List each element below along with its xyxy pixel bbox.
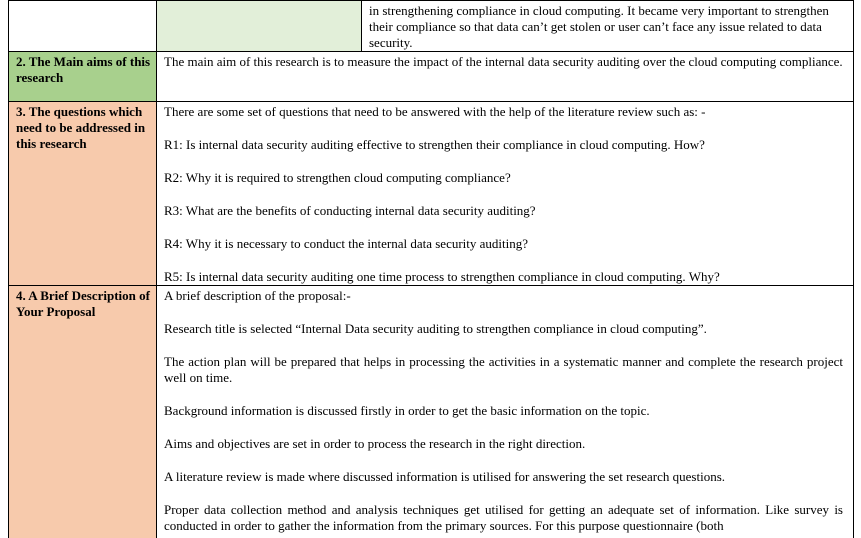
description-literature: A literature review is made where discussed information is utilised for answering the set research questions. — [164, 469, 726, 484]
main-aims-text: The main aim of this research is to measure the impact of the internal data security auditing over the cloud computing compliance. — [164, 54, 843, 69]
questions-label-cell — [8, 101, 157, 286]
description-action-plan: The action plan will be prepared that helps in processing the activities in a systematic manner and complete the research project well on time. — [164, 354, 843, 385]
description-title: Research title is selected “Internal Data security auditing to strengthen compliance in cloud computing”. — [164, 321, 707, 336]
description-intro: A brief description of the proposal:- — [164, 288, 351, 303]
description-content-cell — [156, 285, 854, 538]
description-background: Background information is discussed firstly in order to get the basic information on the topic. — [164, 403, 650, 418]
questions-content-cell — [156, 101, 854, 286]
main-aims-label-cell — [8, 51, 157, 102]
description-aims: Aims and objectives are set in order to process the research in the right direction. — [164, 436, 586, 451]
description-data-collection: Proper data collection method and analysis techniques get utilised for getting an adequate set of information. Like survey is conducted in order to gather the information from the primary sources. For this purpose questionnaire (both — [164, 502, 843, 533]
question-r5: R5: Is internal data security auditing one time process to strengthen compliance in cloud computing. Why? — [164, 269, 720, 284]
top-row-content-cell — [361, 0, 854, 52]
question-r1: R1: Is internal data security auditing effective to strengthen their compliance in cloud computing. How? — [164, 137, 705, 152]
question-r4: R4: Why it is necessary to conduct the internal data security auditing? — [164, 236, 529, 251]
top-row-text: in strengthening compliance in cloud computing. It became very important to strengthen their compliance so that data can’t get stolen or user can’t face any issue related to data security. — [369, 3, 829, 50]
questions-label: 3. The questions which need to be addressed in this research — [16, 104, 146, 151]
question-r2: R2: Why it is required to strengthen cloud computing compliance? — [164, 170, 511, 185]
description-label: 4. A Brief Description of Your Proposal — [16, 288, 150, 319]
description-label-cell — [8, 285, 157, 538]
main-aims-label: 2. The Main aims of this research — [16, 54, 151, 85]
top-row-label-cell — [8, 0, 157, 52]
main-aims-content-cell — [156, 51, 854, 102]
questions-intro: There are some set of questions that need to be answered with the help of the literature review such as: - — [164, 104, 706, 119]
top-row-green-cell — [156, 0, 362, 52]
question-r3: R3: What are the benefits of conducting internal data security auditing? — [164, 203, 536, 218]
